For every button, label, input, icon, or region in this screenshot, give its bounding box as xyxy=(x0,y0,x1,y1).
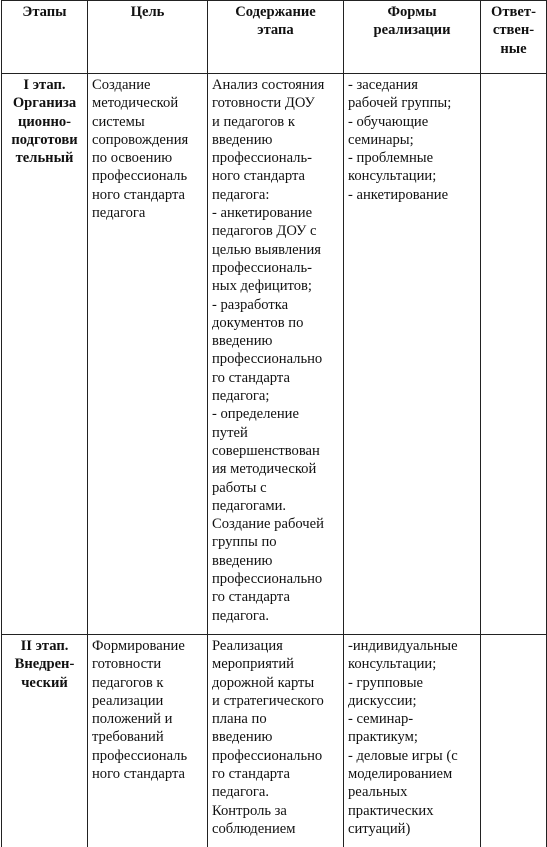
table-row xyxy=(2,74,547,635)
cell-line: целью выявления xyxy=(212,241,321,258)
cell-line: ческий xyxy=(21,674,68,691)
cell-line: и стратегического xyxy=(212,692,324,709)
cell-line: Организа xyxy=(12,95,77,112)
cell-line: - разработка xyxy=(212,296,289,313)
cell-line: профессиональ- xyxy=(212,259,312,276)
responsible-cell xyxy=(481,74,547,635)
cell-line: профессионально xyxy=(212,351,323,368)
cell-line: моделированием xyxy=(348,766,453,783)
header-content xyxy=(208,1,344,74)
cell-line: рабочей группы; xyxy=(348,95,452,112)
cell-line: семинары; xyxy=(348,131,414,148)
cell-line: - обучающие xyxy=(348,113,429,130)
cell-line: го стандарта xyxy=(212,766,290,783)
content-cell xyxy=(208,635,344,847)
goal-cell xyxy=(88,74,208,635)
cell-line: профессиональ xyxy=(92,168,188,185)
cell-line: педагогов к xyxy=(92,674,164,691)
cell-line: готовности xyxy=(92,656,162,673)
cell-line: совершенствован xyxy=(212,442,320,459)
forms-cell xyxy=(344,635,481,847)
table-row xyxy=(2,635,547,847)
cell-line: путей xyxy=(212,424,248,441)
cell-line: Анализ состояния xyxy=(212,77,325,93)
cell-line: подготови xyxy=(11,131,78,148)
cell-line: Этапы xyxy=(22,4,67,20)
cell-line: тельный xyxy=(15,150,74,167)
cell-line: - семинар- xyxy=(348,711,414,728)
cell-line: профессионально xyxy=(212,571,323,588)
header-forms xyxy=(344,1,481,74)
cell-line: требований xyxy=(92,729,164,746)
cell-line: ные xyxy=(500,40,527,57)
cell-line: Контроль за xyxy=(212,802,287,819)
cell-line: - деловые игры (с xyxy=(348,747,458,764)
cell-line: педагога xyxy=(92,205,146,222)
cell-line: педагога. xyxy=(212,784,270,801)
cell-line: введению xyxy=(212,552,273,569)
header-stages xyxy=(2,1,88,74)
cell-line: системы xyxy=(92,113,145,130)
cell-line: дискуссии; xyxy=(348,692,417,709)
cell-line: практических xyxy=(348,802,434,819)
cell-line: профессионально xyxy=(212,747,323,764)
cell-line: практикум; xyxy=(348,729,418,746)
header-goal xyxy=(88,1,208,74)
cell-line: готовности ДОУ xyxy=(212,95,315,112)
cell-line: сопровождения xyxy=(92,131,189,148)
cell-line: Цель xyxy=(130,4,165,20)
cell-line: по освоению xyxy=(92,150,173,167)
cell-line: работы с xyxy=(212,479,267,496)
cell-line: ционно- xyxy=(17,113,72,130)
cell-line: и педагогов к xyxy=(212,113,295,130)
cell-line: ного стандарта xyxy=(92,766,186,783)
cell-line: консультации; xyxy=(348,656,437,673)
cell-line: плана по xyxy=(212,711,267,728)
cell-line: педагога. xyxy=(212,607,270,624)
cell-line: введению xyxy=(212,729,273,746)
cell-line: - определение xyxy=(212,406,299,423)
forms-cell xyxy=(344,74,481,635)
cell-line: Формы xyxy=(387,4,437,20)
content-cell xyxy=(208,74,344,635)
cell-line: Создание рабочей xyxy=(212,516,324,533)
responsible-cell xyxy=(481,635,547,847)
cell-line: Формирование xyxy=(92,638,185,654)
cell-line: - заседания xyxy=(348,77,418,93)
cell-line: Создание xyxy=(92,77,151,93)
cell-line: го стандарта xyxy=(212,589,290,606)
cell-line: ия методической xyxy=(212,461,317,478)
cell-line: этапа xyxy=(257,22,294,39)
cell-line: реализации xyxy=(373,22,451,39)
cell-line: Ответ- xyxy=(491,4,536,20)
cell-line: консультации; xyxy=(348,168,437,185)
cell-line: положений и xyxy=(92,711,173,728)
cell-line: профессиональ- xyxy=(212,150,312,167)
cell-line: ствен- xyxy=(492,22,535,39)
stages-table xyxy=(1,0,547,847)
cell-line: ных дефицитов; xyxy=(212,278,312,295)
cell-line: группы по xyxy=(212,534,277,551)
cell-line: профессиональ xyxy=(92,747,188,764)
cell-line: введению xyxy=(212,333,273,350)
cell-line: соблюдением xyxy=(212,820,296,837)
cell-line: педагогов ДОУ с xyxy=(212,223,317,240)
cell-line: введению xyxy=(212,131,273,148)
cell-line: дорожной карты xyxy=(212,674,315,691)
cell-line: ного стандарта xyxy=(92,186,186,203)
header-row xyxy=(2,1,547,74)
cell-line: Внедрен- xyxy=(14,656,75,673)
cell-line: педагогами. xyxy=(212,497,287,514)
goal-cell xyxy=(88,635,208,847)
cell-line: мероприятий xyxy=(212,656,294,673)
cell-line: - анкетирование xyxy=(348,186,449,203)
header-responsible xyxy=(481,1,547,74)
cell-line: педагога: xyxy=(212,186,270,203)
cell-line: ситуаций) xyxy=(348,820,411,837)
cell-line: методической xyxy=(92,95,179,112)
cell-line: - групповые xyxy=(348,674,423,691)
stage-cell xyxy=(2,74,88,635)
cell-line: реализации xyxy=(92,692,164,709)
cell-line: II этап. xyxy=(20,638,69,654)
cell-line: Реализация xyxy=(212,638,283,654)
stage-cell xyxy=(2,635,88,847)
cell-line: I этап. xyxy=(23,77,66,93)
cell-line: Содержание xyxy=(235,4,316,20)
cell-line: - проблемные xyxy=(348,150,434,167)
cell-line: го стандарта xyxy=(212,369,290,386)
cell-line: реальных xyxy=(348,784,408,801)
cell-line: документов по xyxy=(212,314,304,331)
cell-line: - анкетирование xyxy=(212,205,313,222)
cell-line: -индивидуальные xyxy=(348,638,458,654)
cell-line: ного стандарта xyxy=(212,168,306,185)
cell-line: педагога; xyxy=(212,388,270,405)
